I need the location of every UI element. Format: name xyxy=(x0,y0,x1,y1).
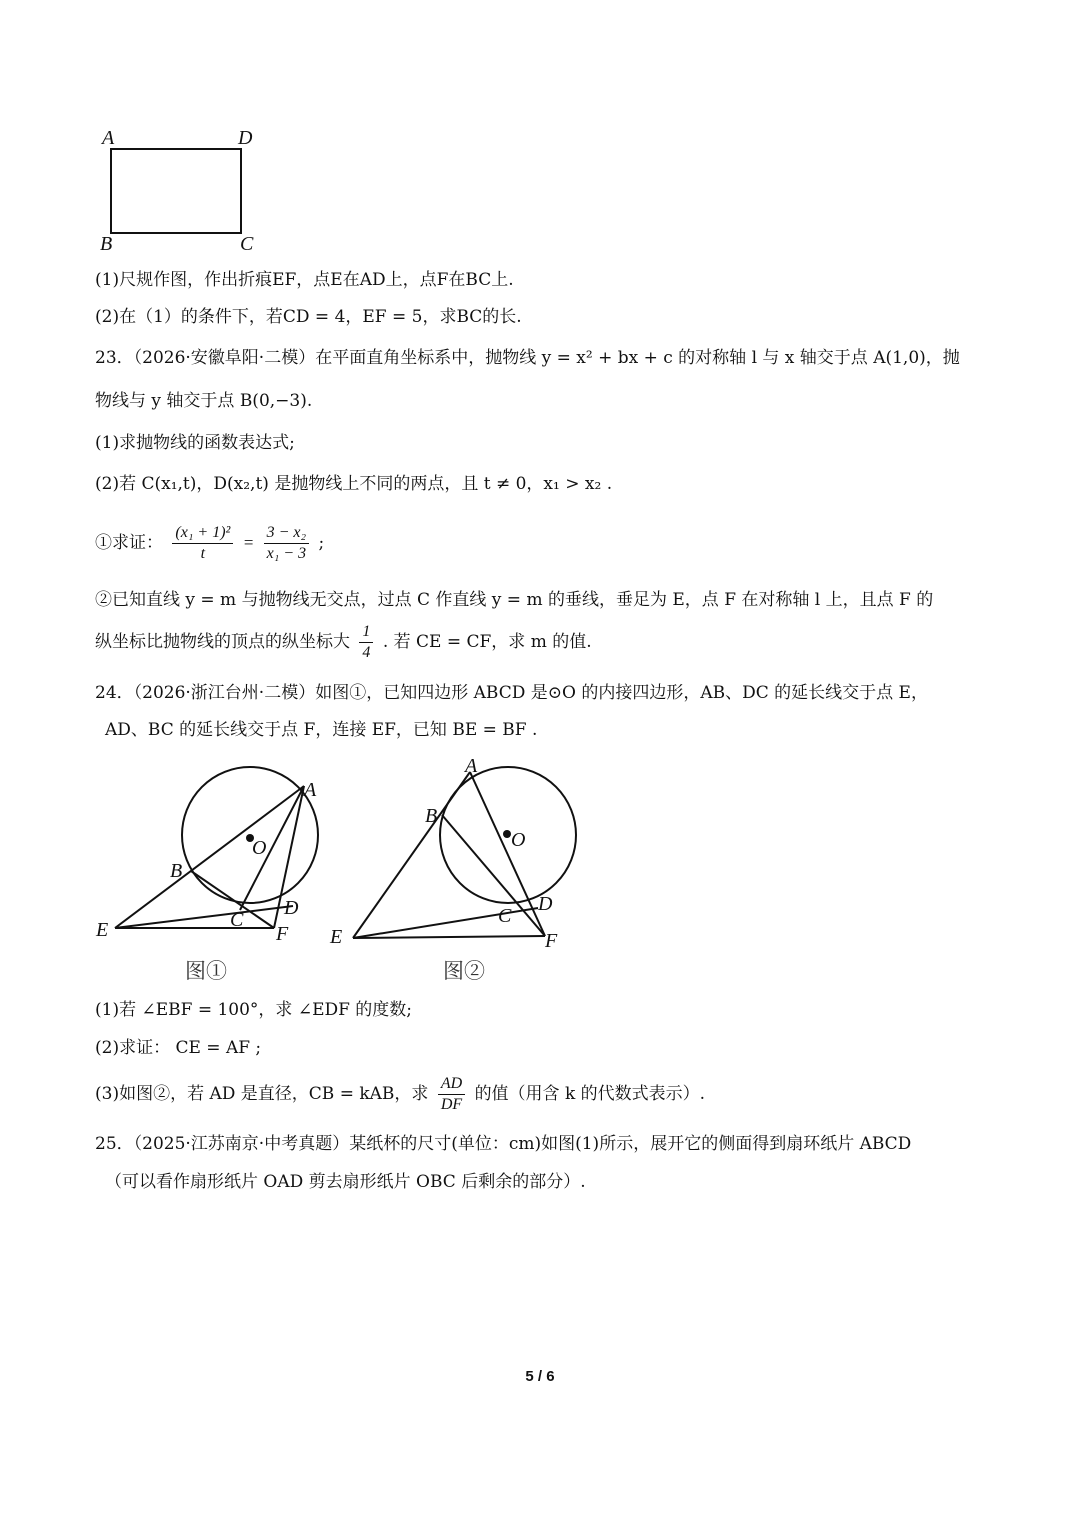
q24-part2: (2)求证： CE = AF ; xyxy=(95,1038,262,1058)
rect-label-d: D xyxy=(238,127,253,149)
fig2-label-o: O xyxy=(511,829,526,851)
q25-stem-line1: 25．（2025·江苏南京·中考真题）某纸杯的尺寸(单位：cm)如图(1)所示，展开它的侧面得到扇环纸片 ABCD xyxy=(95,1134,912,1154)
q23-claim2-line1: ②已知直线 y = m 与抛物线无交点，过点 C 作直线 y = m 的垂线，垂足为 E，点 F 在对称轴 l 上，且点 F 的 xyxy=(95,590,934,610)
fig2-caption: 图② xyxy=(443,959,485,983)
q24-part3 xyxy=(95,1074,705,1115)
fig1-caption: 图① xyxy=(185,959,227,983)
q24-part3-fraction-numerator: AD xyxy=(438,1074,465,1095)
rectangle-figure xyxy=(90,120,270,260)
q24-figure-2 xyxy=(325,750,585,995)
fig2-label-a: A xyxy=(465,755,478,777)
page-number: 5 / 6 xyxy=(525,1368,555,1385)
q23-claim1-left-denominator: t xyxy=(200,545,206,562)
q23-claim1-suffix: ; xyxy=(318,533,325,553)
q23-claim2-line2-prefix: 纵坐标比抛物线的顶点的纵坐标大 xyxy=(95,632,350,652)
rect-label-a: A xyxy=(102,127,115,149)
fig2-label-e: E xyxy=(330,926,343,948)
q24-stem-line2: AD、BC 的延长线交于点 F，连接 EF，已知 BE = BF . xyxy=(105,720,538,740)
rect-label-c: C xyxy=(240,233,254,255)
fig2-label-d: D xyxy=(538,893,553,915)
fig2-label-b: B xyxy=(425,805,438,827)
q24-part3-suffix: 的值（用含 k 的代数式表示）. xyxy=(474,1084,706,1104)
q23-stem-line2: 物线与 y 轴交于点 B(0,−3). xyxy=(95,391,313,411)
q22-part1: (1)尺规作图，作出折痕EF，点E在AD上，点F在BC上. xyxy=(95,270,514,290)
fig2-center-dot xyxy=(503,830,511,838)
q24-part3-fraction-denominator: DF xyxy=(440,1096,463,1113)
q24-stem-line1: 24．（2026·浙江台州·二模）如图①，已知四边形 ABCD 是⊙O 的内接四边形，AB、DC 的延长线交于点 E， xyxy=(95,683,928,703)
q22-part2: (2)在（1）的条件下，若CD = 4，EF = 5，求BC的长. xyxy=(95,307,522,327)
q23-claim1: ①求证： $\frac{\text{(x₁ + 1)²}}{t}$ = $\frac{\text{3 − x₂}}{\text{x₁ − 3}}$ ; xyxy=(95,524,325,562)
q23-claim1-left-numerator: (x₁ + 1)² xyxy=(172,523,233,544)
q24-part1: (1)若 ∠EBF = 100°，求 ∠EDF 的度数; xyxy=(95,1000,413,1020)
q23-part2: (2)若 C(x₁,t)，D(x₂,t) 是抛物线上不同的两点，且 t ≠ 0，x₁ > x₂ . xyxy=(95,474,613,494)
fig1-label-b: B xyxy=(170,860,183,882)
q23-claim1-right-numerator: 3 − x₂ xyxy=(264,523,309,544)
fig1-label-e: E xyxy=(96,919,109,941)
q23-claim1-prefix: ①求证： xyxy=(95,533,163,553)
rect-label-b: B xyxy=(100,233,113,255)
q23-part1: (1)求抛物线的函数表达式; xyxy=(95,433,295,453)
fig1-label-f: F xyxy=(276,923,289,945)
q24-part3-prefix: (3)如图②，若 AD 是直径，CB = kAB，求 xyxy=(95,1084,429,1104)
q23-stem-line1: 23．（2026·安徽阜阳·二模）在平面直角坐标系中，抛物线 y = x² + bx + c 的对称轴 l 与 x 轴交于点 A(1,0)，抛 xyxy=(95,348,960,368)
q23-claim1-right-fraction xyxy=(264,523,309,564)
fig1-label-o: O xyxy=(252,837,267,859)
q23-claim2-fraction-numerator: 1 xyxy=(359,622,373,643)
q23-claim1-left-fraction xyxy=(172,523,233,564)
q24-figure-1 xyxy=(90,750,350,995)
q23-claim2-line2-suffix: . 若 CE = CF，求 m 的值. xyxy=(382,632,592,652)
fig1-label-a: A xyxy=(304,779,317,801)
fig1-label-c: C xyxy=(230,909,244,931)
q23-claim2-line2 xyxy=(95,622,592,663)
fig2-label-c: C xyxy=(498,905,512,927)
q25-stem-line2: （可以看作扇形纸片 OAD 剪去扇形纸片 OBC 后剩余的部分）. xyxy=(105,1172,586,1192)
q23-claim2-fraction-denominator: 4 xyxy=(362,644,371,661)
q23-claim2-fraction xyxy=(359,622,373,663)
fig2-label-f: F xyxy=(545,930,558,952)
fig1-label-d: D xyxy=(284,897,299,919)
q24-part3-fraction xyxy=(438,1074,465,1115)
q23-claim1-right-denominator: x₁ − 3 xyxy=(266,545,307,562)
